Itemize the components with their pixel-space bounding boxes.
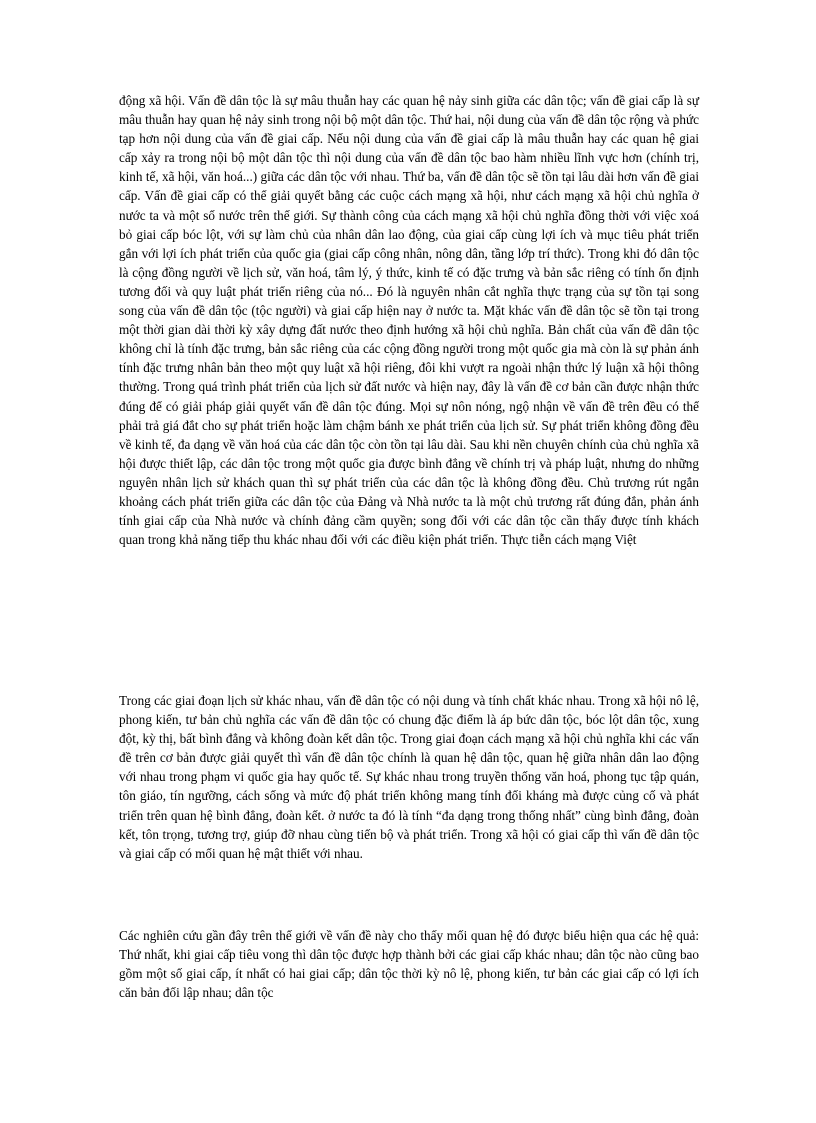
paragraph-text: Trong các giai đoạn lịch sử khác nhau, vấn đề dân tộc có nội dung và tính chất khác nhau. Trong xã hội nô lệ, phong kiến, tư bản chủ nghĩa các vấn đề dân tộc có chung đặc điểm là áp bức dân tộc, bóc lột dân tộc, xung đột, kỳ thị, bất bình đẳng và không đoàn kết dân tộc. Trong giai đoạn cách mạng xã hội chủ nghĩa khi các vấn đề trên cơ bản được giải quyết thì vấn đề dân tộc chính là quan hệ dân tộc, quan hệ giữa nhân dân lao động với nhau trong phạm vi quốc gia hay quốc tế. Sự khác nhau trong truyền thống văn hoá, phong tục tập quán, tôn giáo, tín ngưỡng, cách sống và mức độ phát triển không mang tính đối kháng mà được củng cố và phát triển trên quan hệ bình đẳng, đoàn kết. ở nước ta đó là tính “đa dạng trong thống nhất” cùng bình đẳng, đoàn kết, tôn trọng, tương trợ, giúp đỡ nhau cùng tiến bộ và phát triển. Trong xã hội có giai cấp thì vấn đề dân tộc và giai cấp có mối quan hệ mật thiết với nhau. <box>119 693 699 861</box>
paragraph-2 <box>119 691 699 863</box>
paragraph-text: động xã hội. Vấn đề dân tộc là sự mâu thuẫn hay các quan hệ nảy sinh giữa các dân tộc; vấn đề giai cấp là sự mâu thuẫn hay quan hệ nảy sinh trong nội bộ một dân tộc. Thứ hai, nội dung của vấn đề dân tộc rộng và phức tạp hơn nội dung của vấn đề giai cấp. Nếu nội dung của vấn đề giai cấp là mâu thuẫn hay các quan hệ giai cấp xảy ra trong nội bộ một dân tộc thì nội dung của vấn đề dân tộc bao hàm nhiều lĩnh vực hơn (chính trị, kinh tế, xã hội, văn hoá...) giữa các dân tộc với nhau. Thứ ba, vấn đề dân tộc sẽ tồn tại lâu dài hơn vấn đề giai cấp. Vấn đề giai cấp có thể giải quyết bằng các cuộc cách mạng xã hội, như cách mạng xã hội chủ nghĩa ở nước ta và một số nước trên thế giới. Sự thành công của cách mạng xã hội chủ nghĩa đồng thời với việc xoá bỏ giai cấp bóc lột, với sự làm chủ của nhân dân lao động, của giai cấp cùng lợi ích và mục tiêu phát triển gắn với lợi ích phát triển của quốc gia (giai cấp công nhân, nông dân, tầng lớp trí thức). Trong khi đó dân tộc là cộng đồng người về lịch sử, văn hoá, tâm lý, ý thức, kinh tế có đặc trưng và bản sắc riêng có tính ổn định tương đối và quy luật phát triển riêng của nó... Đó là nguyên nhân cắt nghĩa thực trạng của sự tồn tại song song của vấn đề dân tộc (tộc người) và giai cấp hiện nay ở nước ta. Mặt khác vấn đề dân tộc sẽ tồn tại trong một thời gian dài thời kỳ xây dựng đất nước theo định hướng xã hội chủ nghĩa. Bản chất của vấn đề dân tộc không chỉ là tính đặc trưng, bản sắc riêng của các cộng đồng người trong một quốc gia mà còn là sự phản ánh tính đặc trưng nhân bản theo một quy luật xã hội riêng, đôi khi vượt ra ngoài nhận thức lý luận xã hội thông thường. Trong quá trình phát triển của lịch sử đất nước và hiện nay, đây là vấn đề cơ bản cần được nhận thức đúng để có giải pháp giải quyết vấn đề dân tộc đúng. Mọi sự nôn nóng, ngộ nhận về vấn đề trên đều có thể phải trả giá đắt cho sự phát triển hoặc làm chậm bánh xe phát triển của lịch sử. Sự phát triển không đồng đều về kinh tế, đa dạng về văn hoá của các dân tộc còn tồn tại lâu dài. Sau khi nền chuyên chính của chủ nghĩa xã hội được thiết lập, các dân tộc trong một quốc gia được bình đẳng về chính trị và pháp luật, nhưng do những nguyên nhân lịch sử khách quan thì sự phát triển của các dân tộc là không đồng đều. Chủ trương rút ngắn khoảng cách phát triển giữa các dân tộc của Đảng và Nhà nước ta là một chủ trương rất đúng đắn, phản ánh tính giai cấp của Nhà nước và chính đảng cầm quyền; song đối với các dân tộc cần thấy được tính khách quan trong khả năng tiếp thu khác nhau đối với các điều kiện phát triển. Thực tiễn cách mạng Việt <box>119 93 699 548</box>
paragraph-1 <box>119 91 699 549</box>
paragraph-3 <box>119 926 699 1002</box>
paragraph-text: Các nghiên cứu gần đây trên thế giới về vấn đề này cho thấy mối quan hệ đó được biểu hiện qua các hệ quả: Thứ nhất, khi giai cấp tiêu vong thì dân tộc được hợp thành bởi các giai cấp khác nhau; dân tộc nào cũng bao gồm một số giai cấp, ít nhất có hai giai cấp; dân tộc thời kỳ nô lệ, phong kiến, tư bản các giai cấp có lợi ích căn bản đối lập nhau; dân tộc <box>119 928 699 1001</box>
